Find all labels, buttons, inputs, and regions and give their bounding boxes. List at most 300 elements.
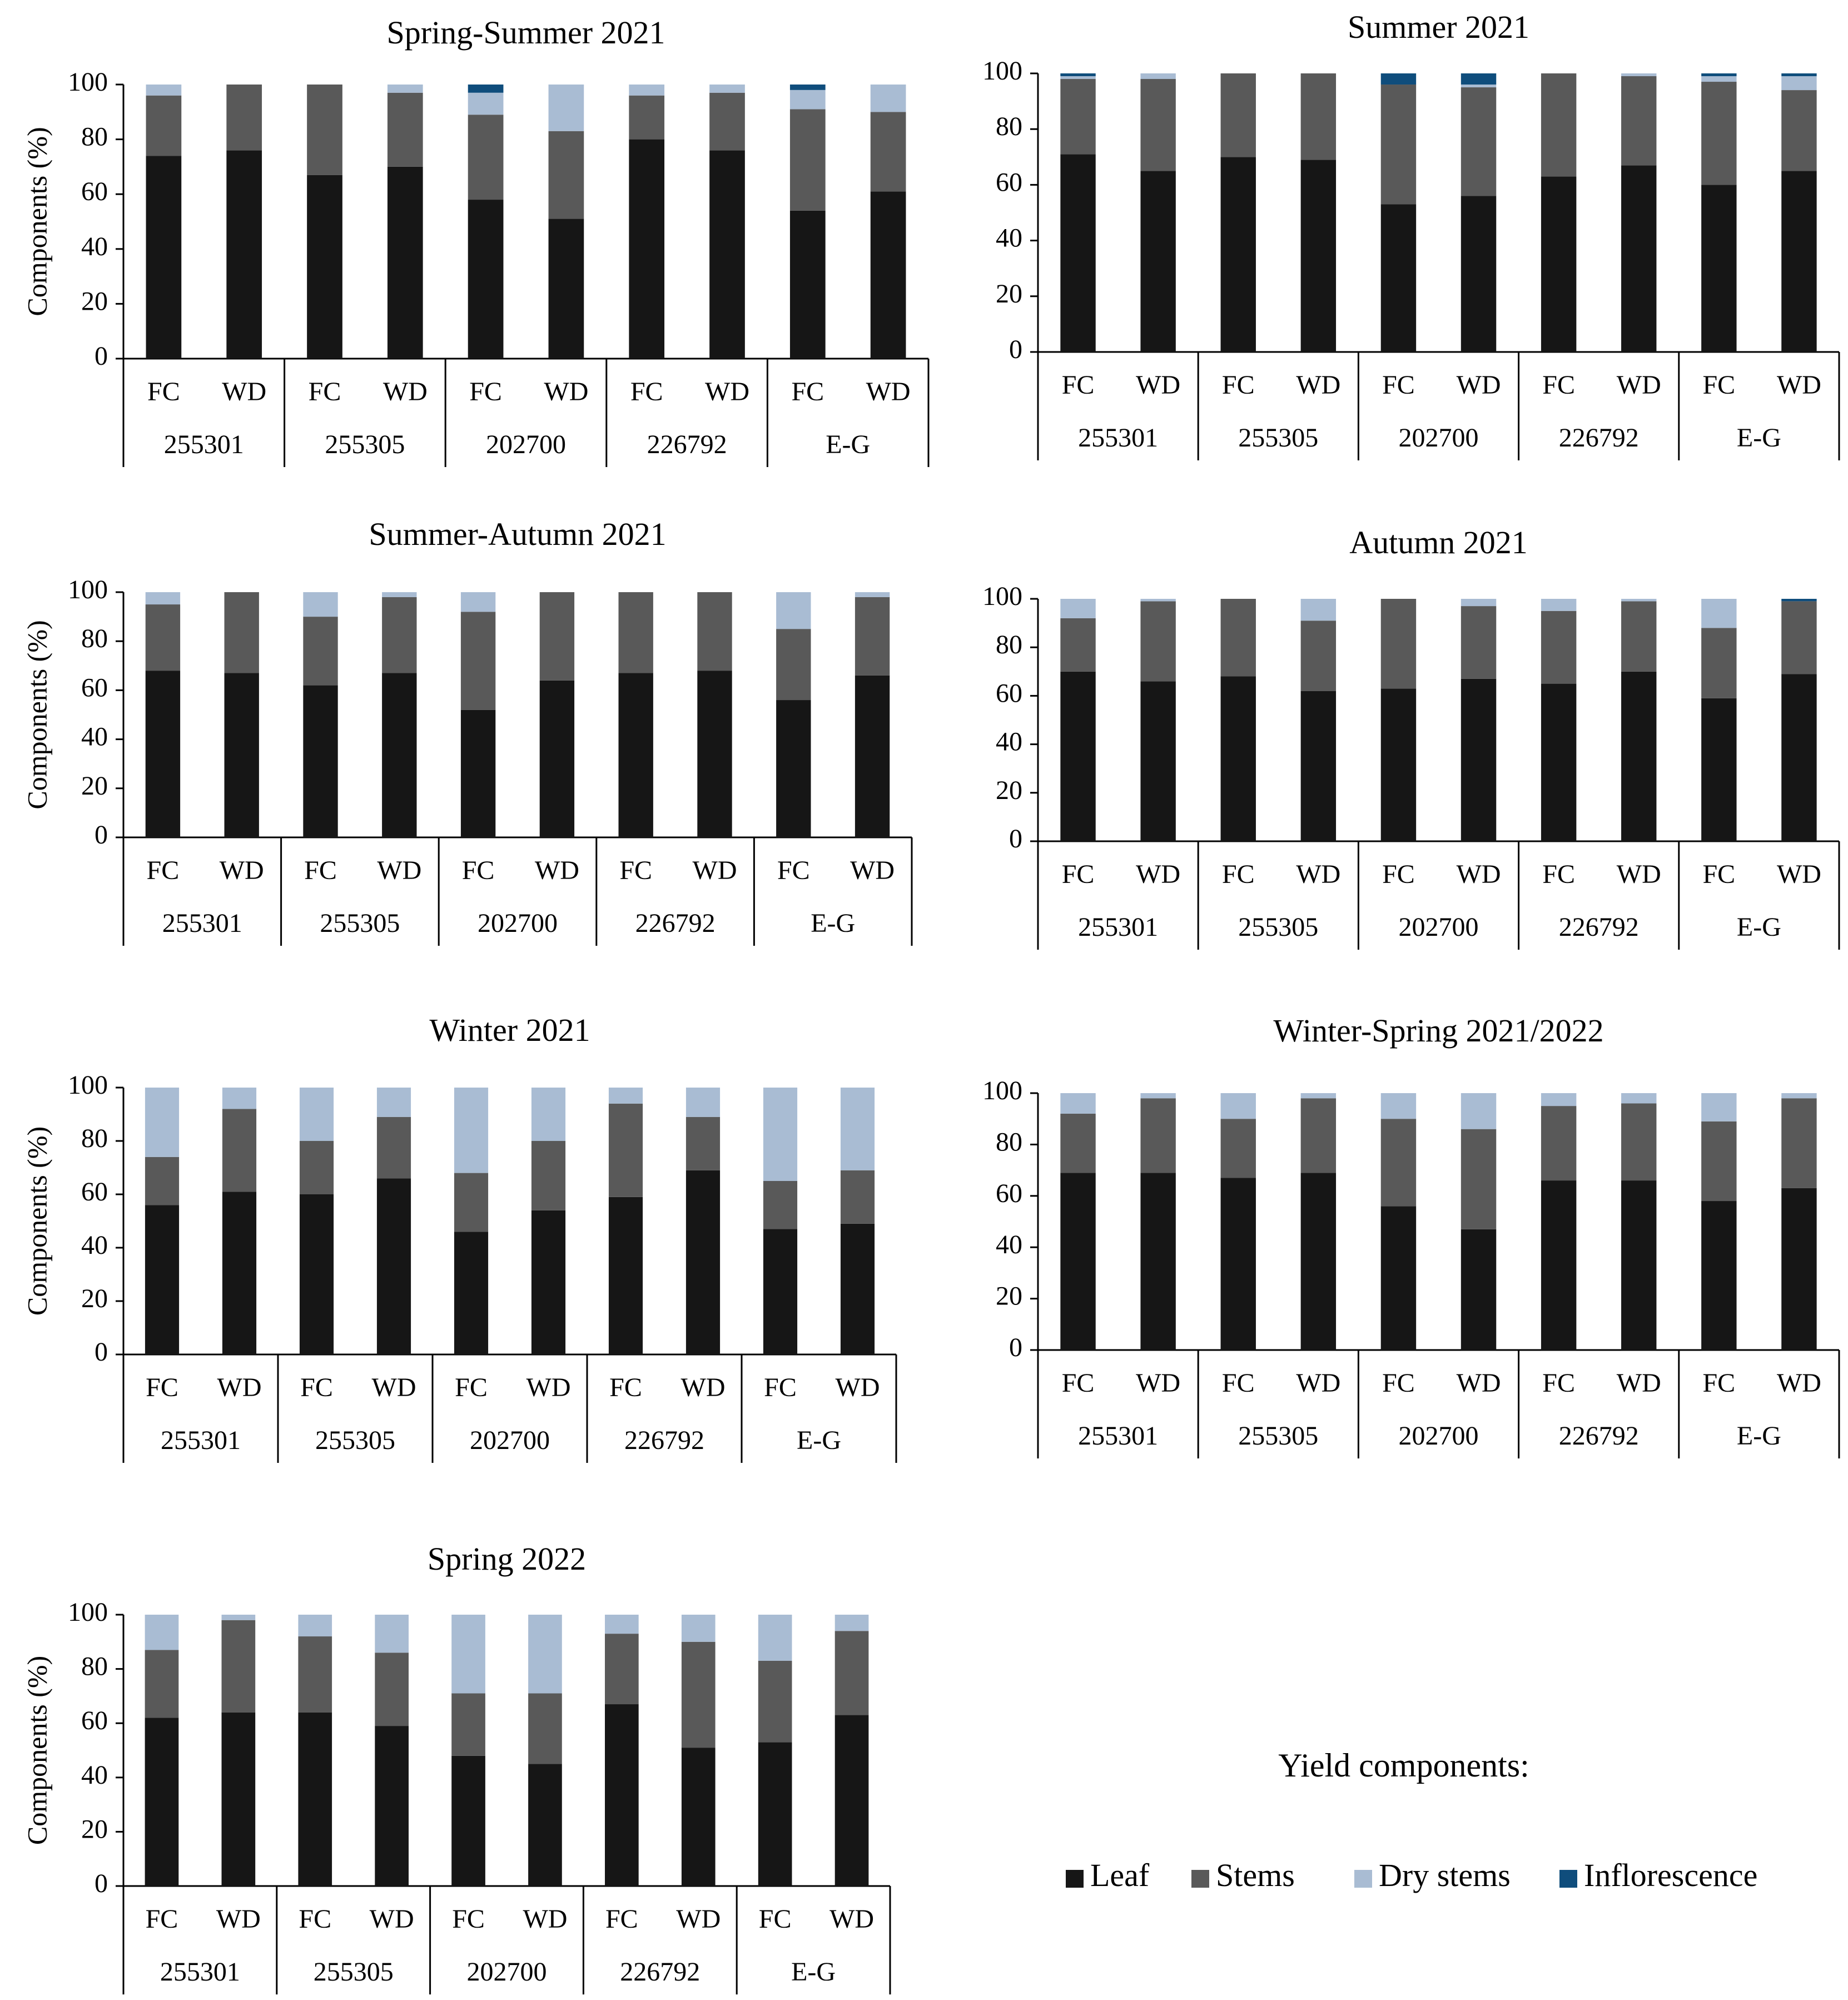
bar-segment-stems (1140, 601, 1175, 681)
bar-segment-dry-stems (841, 1088, 875, 1170)
chart-panel-6 (21, 1541, 890, 1994)
bar-segment-leaf (1301, 691, 1336, 841)
legend-title: Yield components: (1278, 1747, 1529, 1784)
bar-segment-stems (1781, 601, 1816, 674)
bar-segment-dry-stems (605, 1615, 639, 1634)
group-label: 255301 (1078, 912, 1159, 942)
bar-segment-dry-stems (835, 1615, 869, 1631)
y-tick-label: 60 (81, 177, 108, 207)
bar-segment-leaf (871, 191, 906, 359)
bar-segment-stems (1060, 618, 1095, 672)
group-label: 202700 (1398, 912, 1479, 942)
bar-segment-stems (790, 109, 826, 210)
y-tick-label: 0 (95, 1337, 108, 1367)
bar-segment-stems (454, 1173, 488, 1232)
treatment-label: WD (1616, 1368, 1661, 1398)
bar-segment-inflorescence (790, 85, 826, 90)
bar-segment-leaf (1060, 154, 1095, 352)
bar-segment-leaf (1381, 1206, 1416, 1350)
treatment-label: WD (1136, 1368, 1181, 1398)
legend-item-label: Dry stems (1379, 1857, 1511, 1893)
bar-segment-dry-stems (629, 85, 664, 96)
treatment-label: FC (147, 377, 180, 406)
treatment-label: FC (777, 856, 810, 885)
bar-segment-leaf (1541, 684, 1576, 841)
bar-segment-stems (758, 1661, 792, 1742)
bar-segment-dry-stems (1701, 1093, 1736, 1121)
bar-segment-dry-stems (1621, 73, 1656, 76)
bar-segment-stems (1621, 1103, 1656, 1180)
treatment-label: FC (304, 856, 337, 885)
bar-segment-leaf (1140, 681, 1175, 841)
y-tick-label: 60 (81, 1177, 108, 1207)
bar-segment-leaf (300, 1194, 334, 1354)
group-label: 255301 (162, 909, 242, 938)
bar-segment-leaf (841, 1224, 875, 1354)
chart-title: Autumn 2021 (1349, 524, 1528, 560)
bar-segment-leaf (461, 710, 495, 837)
y-tick-label: 100 (68, 67, 108, 97)
group-label: E-G (1736, 423, 1781, 453)
treatment-label: FC (308, 377, 341, 406)
treatment-label: WD (676, 1904, 721, 1934)
bar-segment-dry-stems (146, 85, 182, 96)
bar-segment-stems (1461, 606, 1496, 679)
bar-segment-leaf (682, 1748, 716, 1886)
y-tick-label: 80 (81, 624, 108, 654)
group-label: 255305 (315, 1426, 395, 1455)
bar-segment-leaf (697, 671, 732, 837)
y-tick-label: 40 (81, 1760, 108, 1790)
y-tick-label: 60 (996, 678, 1022, 708)
bar-segment-leaf (1461, 1229, 1496, 1350)
y-tick-label: 60 (81, 1706, 108, 1736)
bar-segment-stems (763, 1181, 797, 1229)
bar-segment-stems (841, 1170, 875, 1224)
y-tick-label: 20 (81, 771, 108, 801)
bar-segment-leaf (468, 200, 504, 359)
group-label: 255305 (1238, 423, 1319, 453)
bar-segment-stems (629, 96, 664, 140)
bar-segment-stems (776, 629, 811, 700)
bar-segment-dry-stems (855, 592, 890, 597)
legend (1066, 1747, 1757, 1893)
treatment-label: WD (680, 1373, 726, 1402)
bar-segment-stems (298, 1636, 332, 1713)
treatment-label: WD (1776, 1368, 1821, 1398)
treatment-label: FC (1221, 860, 1255, 889)
bar-segment-leaf (835, 1715, 869, 1886)
treatment-label: FC (1382, 1368, 1415, 1398)
group-label: 255301 (160, 1957, 240, 1987)
y-axis-label: Components (%) (21, 1655, 53, 1845)
bar-segment-stems (145, 1650, 179, 1718)
bar-segment-leaf (1301, 1173, 1336, 1350)
treatment-label: FC (455, 1373, 488, 1402)
treatment-label: WD (1136, 860, 1181, 889)
bar-segment-dry-stems (1461, 599, 1496, 606)
group-label: 226792 (1558, 423, 1639, 453)
bar-segment-leaf (790, 211, 826, 359)
y-axis-label: Components (%) (21, 1126, 53, 1316)
treatment-label: FC (1061, 370, 1095, 400)
bar-segment-dry-stems (790, 90, 826, 110)
legend-swatch (1559, 1870, 1577, 1888)
treatment-label: FC (1702, 370, 1736, 400)
group-label: 202700 (478, 909, 558, 938)
bar-segment-dry-stems (1541, 1093, 1576, 1106)
bar-segment-leaf (1621, 165, 1656, 352)
bar-segment-leaf (629, 140, 664, 359)
bar-segment-stems (1621, 601, 1656, 671)
bar-segment-stems (1381, 599, 1416, 688)
bar-segment-leaf (225, 673, 259, 837)
bar-segment-stems (1701, 628, 1736, 698)
bar-segment-leaf (454, 1232, 488, 1354)
bar-segment-dry-stems (1060, 1093, 1095, 1114)
treatment-label: FC (609, 1373, 642, 1402)
bar-segment-dry-stems (222, 1615, 256, 1620)
treatment-label: WD (222, 377, 267, 406)
bar-segment-dry-stems (1461, 1093, 1496, 1129)
treatment-label: FC (605, 1904, 638, 1934)
bar-segment-leaf (145, 1205, 179, 1354)
group-label: 255301 (1078, 1421, 1159, 1451)
bar-segment-dry-stems (145, 1615, 179, 1650)
bar-segment-stems (1221, 73, 1256, 157)
chart-title: Summer 2021 (1347, 9, 1530, 45)
y-tick-label: 100 (68, 1070, 108, 1100)
bar-segment-stems (226, 85, 262, 150)
bar-segment-stems (1140, 79, 1175, 171)
bar-segment-dry-stems (776, 592, 811, 629)
bar-segment-stems (451, 1694, 485, 1756)
treatment-label: WD (216, 1904, 261, 1934)
y-tick-label: 20 (81, 1284, 108, 1314)
y-tick-label: 20 (81, 286, 108, 316)
treatment-label: FC (791, 377, 824, 406)
bar-segment-leaf (1461, 679, 1496, 841)
treatment-label: WD (382, 377, 428, 406)
bar-segment-dry-stems (468, 93, 504, 115)
bar-segment-dry-stems (388, 85, 423, 93)
bar-segment-stems (382, 597, 416, 673)
treatment-label: FC (1702, 1368, 1736, 1398)
treatment-label: WD (692, 856, 737, 885)
y-tick-label: 0 (1009, 335, 1022, 365)
treatment-label: FC (1702, 860, 1736, 889)
bar-segment-stems (1541, 73, 1576, 176)
y-axis-label: Components (%) (21, 127, 53, 316)
bar-segment-dry-stems (300, 1088, 334, 1141)
y-tick-label: 100 (982, 582, 1022, 612)
bar-segment-stems (605, 1634, 639, 1704)
treatment-label: WD (1616, 860, 1661, 889)
bar-segment-leaf (1140, 171, 1175, 352)
y-tick-label: 20 (996, 775, 1022, 805)
legend-swatch (1354, 1870, 1372, 1888)
chart-panel-3 (982, 524, 1839, 950)
bar-segment-leaf (146, 156, 182, 359)
chart-panel-2 (21, 516, 912, 946)
group-label: 226792 (1558, 912, 1639, 942)
bar-segment-leaf (1781, 1188, 1816, 1350)
bar-segment-stems (375, 1652, 409, 1726)
bar-segment-dry-stems (375, 1615, 409, 1652)
y-tick-label: 80 (996, 630, 1022, 660)
bar-segment-leaf (1701, 1201, 1736, 1350)
bar-segment-dry-stems (1301, 1093, 1336, 1098)
bar-segment-stems (222, 1109, 256, 1192)
bar-segment-dry-stems (1621, 1093, 1656, 1103)
bar-segment-dry-stems (1541, 599, 1576, 611)
bar-segment-dry-stems (298, 1615, 332, 1636)
bar-segment-stems (709, 93, 745, 151)
bar-segment-stems (682, 1642, 716, 1748)
bar-segment-inflorescence (1781, 73, 1816, 76)
bar-segment-inflorescence (1060, 73, 1095, 76)
bar-segment-stems (540, 592, 574, 681)
bar-segment-leaf (1381, 204, 1416, 352)
group-label: 226792 (624, 1426, 704, 1455)
treatment-label: WD (219, 856, 264, 885)
bar-segment-leaf (377, 1178, 411, 1354)
bar-segment-leaf (1621, 1180, 1656, 1350)
bar-segment-stems (1221, 599, 1256, 677)
bar-segment-dry-stems (1701, 599, 1736, 628)
treatment-label: FC (299, 1904, 332, 1934)
bar-segment-leaf (686, 1170, 720, 1354)
treatment-label: WD (1456, 1368, 1501, 1398)
bar-segment-leaf (388, 167, 423, 359)
chart-title: Summer-Autumn 2021 (369, 516, 667, 552)
bar-segment-dry-stems (222, 1088, 256, 1109)
bar-segment-stems (835, 1631, 869, 1715)
bar-segment-leaf (1060, 672, 1095, 841)
bar-segment-leaf (222, 1192, 256, 1354)
chart-panel-4 (21, 1012, 896, 1463)
bar-segment-dry-stems (609, 1088, 643, 1104)
treatment-label: WD (369, 1904, 414, 1934)
bar-segment-stems (1621, 76, 1656, 165)
bar-segment-dry-stems (1621, 599, 1656, 601)
bar-segment-leaf (1221, 157, 1256, 352)
group-label: 255305 (320, 909, 400, 938)
bar-segment-stems (528, 1694, 562, 1764)
bar-segment-stems (1140, 1098, 1175, 1173)
bar-segment-dry-stems (377, 1088, 411, 1117)
y-tick-label: 40 (996, 727, 1022, 757)
group-label: E-G (791, 1957, 836, 1987)
bar-segment-stems (619, 592, 653, 673)
treatment-label: FC (146, 1373, 178, 1402)
bar-segment-dry-stems (1140, 73, 1175, 79)
bar-segment-leaf (776, 700, 811, 837)
bar-segment-stems (609, 1104, 643, 1197)
bar-segment-stems (1221, 1119, 1256, 1178)
bar-segment-stems (225, 592, 259, 673)
treatment-label: WD (526, 1373, 571, 1402)
bar-segment-stems (388, 93, 423, 167)
treatment-label: FC (758, 1904, 792, 1934)
bar-segment-stems (855, 597, 890, 676)
y-tick-label: 40 (81, 231, 108, 261)
y-tick-label: 20 (81, 1814, 108, 1844)
treatment-label: FC (630, 377, 663, 406)
group-label: 255305 (325, 430, 405, 459)
group-label: 255305 (1238, 1421, 1319, 1451)
group-label: 226792 (620, 1957, 701, 1987)
bar-segment-leaf (528, 1764, 562, 1886)
chart-title: Winter-Spring 2021/2022 (1273, 1013, 1604, 1049)
y-tick-label: 0 (95, 341, 108, 371)
treatment-label: WD (1456, 860, 1501, 889)
y-tick-label: 100 (68, 1597, 108, 1627)
treatment-label: FC (1382, 860, 1415, 889)
y-tick-label: 40 (81, 722, 108, 752)
legend-swatch (1191, 1870, 1209, 1888)
y-tick-label: 0 (95, 820, 108, 850)
group-label: E-G (797, 1426, 841, 1455)
bar-segment-stems (1301, 621, 1336, 691)
chart-panel-0 (21, 14, 928, 467)
bar-segment-stems (1781, 90, 1816, 171)
bar-segment-dry-stems (1140, 1093, 1175, 1098)
bar-segment-inflorescence (1701, 73, 1736, 76)
y-tick-label: 80 (81, 1124, 108, 1154)
bar-segment-dry-stems (686, 1088, 720, 1117)
group-label: 202700 (470, 1426, 550, 1455)
bar-segment-leaf (1781, 171, 1816, 352)
y-tick-label: 20 (996, 279, 1022, 309)
bar-segment-dry-stems (1221, 1093, 1256, 1119)
y-tick-label: 80 (996, 1127, 1022, 1157)
bar-segment-dry-stems (709, 85, 745, 93)
treatment-label: WD (217, 1373, 262, 1402)
treatment-label: WD (1136, 370, 1181, 400)
bar-segment-dry-stems (382, 592, 416, 597)
bar-segment-leaf (619, 673, 653, 837)
bar-segment-leaf (709, 150, 745, 359)
treatment-label: FC (619, 856, 653, 885)
bar-segment-stems (1381, 1119, 1416, 1206)
bar-segment-dry-stems (146, 592, 180, 604)
treatment-label: FC (1221, 1368, 1255, 1398)
bar-segment-stems (1541, 611, 1576, 684)
treatment-label: FC (764, 1373, 797, 1402)
bar-segment-leaf (540, 681, 574, 837)
bar-segment-stems (1301, 73, 1336, 160)
bar-segment-dry-stems (549, 85, 584, 131)
y-tick-label: 20 (996, 1281, 1022, 1311)
bar-segment-dry-stems (758, 1615, 792, 1661)
bar-segment-leaf (855, 676, 890, 837)
bar-segment-stems (377, 1117, 411, 1178)
bar-segment-dry-stems (1701, 76, 1736, 82)
bar-segment-inflorescence (1461, 73, 1496, 85)
bar-segment-leaf (758, 1742, 792, 1886)
y-tick-label: 0 (1009, 1333, 1022, 1363)
bar-segment-leaf (763, 1229, 797, 1354)
treatment-label: WD (866, 377, 911, 406)
legend-item-label: Leaf (1090, 1857, 1150, 1893)
chart-panel-5 (982, 1013, 1839, 1458)
treatment-label: WD (544, 377, 589, 406)
bar-segment-stems (871, 112, 906, 191)
group-label: 202700 (1398, 1421, 1479, 1451)
chart-title: Winter 2021 (429, 1012, 590, 1048)
treatment-label: FC (469, 377, 502, 406)
bar-segment-dry-stems (1301, 599, 1336, 621)
treatment-label: WD (377, 856, 422, 885)
bar-segment-leaf (307, 175, 342, 359)
bar-segment-dry-stems (461, 592, 495, 612)
chart-title: Spring 2022 (427, 1541, 587, 1577)
bar-segment-stems (146, 96, 182, 156)
bar-segment-stems (222, 1620, 256, 1713)
group-label: 255301 (1078, 423, 1159, 453)
group-label: 226792 (635, 909, 716, 938)
bar-segment-stems (145, 1157, 179, 1205)
treatment-label: FC (1061, 1368, 1095, 1398)
bar-segment-leaf (1701, 698, 1736, 841)
bar-segment-leaf (549, 219, 584, 359)
bar-segment-leaf (1060, 1173, 1095, 1350)
y-tick-label: 80 (81, 122, 108, 152)
bar-segment-inflorescence (1381, 73, 1416, 85)
y-tick-label: 0 (95, 1869, 108, 1899)
group-label: 255305 (313, 1957, 394, 1987)
bar-segment-stems (1701, 82, 1736, 185)
y-tick-label: 60 (81, 673, 108, 703)
bar-segment-leaf (146, 671, 180, 837)
chart-panel-1 (982, 9, 1839, 460)
bar-segment-leaf (1541, 176, 1576, 352)
treatment-label: WD (1296, 860, 1341, 889)
treatment-label: FC (146, 856, 180, 885)
bar-segment-dry-stems (871, 85, 906, 112)
bar-segment-leaf (145, 1718, 179, 1886)
y-tick-label: 0 (1009, 824, 1022, 854)
bar-segment-leaf (298, 1713, 332, 1886)
bar-segment-stems (307, 85, 342, 175)
bar-segment-stems (461, 612, 495, 709)
treatment-label: WD (835, 1373, 880, 1402)
group-label: 255301 (163, 430, 244, 459)
bar-segment-dry-stems (531, 1088, 565, 1141)
bar-segment-leaf (226, 150, 262, 359)
legend-item-label: Stems (1216, 1857, 1295, 1893)
bar-segment-leaf (303, 686, 337, 837)
bar-segment-dry-stems (303, 592, 337, 617)
legend-item-label: Inflorescence (1584, 1857, 1758, 1893)
bar-segment-leaf (1461, 196, 1496, 352)
y-axis-label: Components (%) (21, 620, 53, 810)
bar-segment-dry-stems (451, 1615, 485, 1694)
bar-segment-dry-stems (528, 1615, 562, 1694)
bar-segment-stems (549, 131, 584, 219)
bar-segment-leaf (1381, 688, 1416, 841)
bar-segment-dry-stems (763, 1088, 797, 1181)
bar-segment-leaf (1140, 1173, 1175, 1350)
group-label: E-G (811, 909, 856, 938)
bar-segment-dry-stems (682, 1615, 716, 1642)
bar-segment-leaf (1701, 185, 1736, 352)
y-tick-label: 100 (982, 1076, 1022, 1106)
bar-segment-leaf (375, 1726, 409, 1886)
y-tick-label: 100 (982, 56, 1022, 86)
treatment-label: WD (534, 856, 579, 885)
